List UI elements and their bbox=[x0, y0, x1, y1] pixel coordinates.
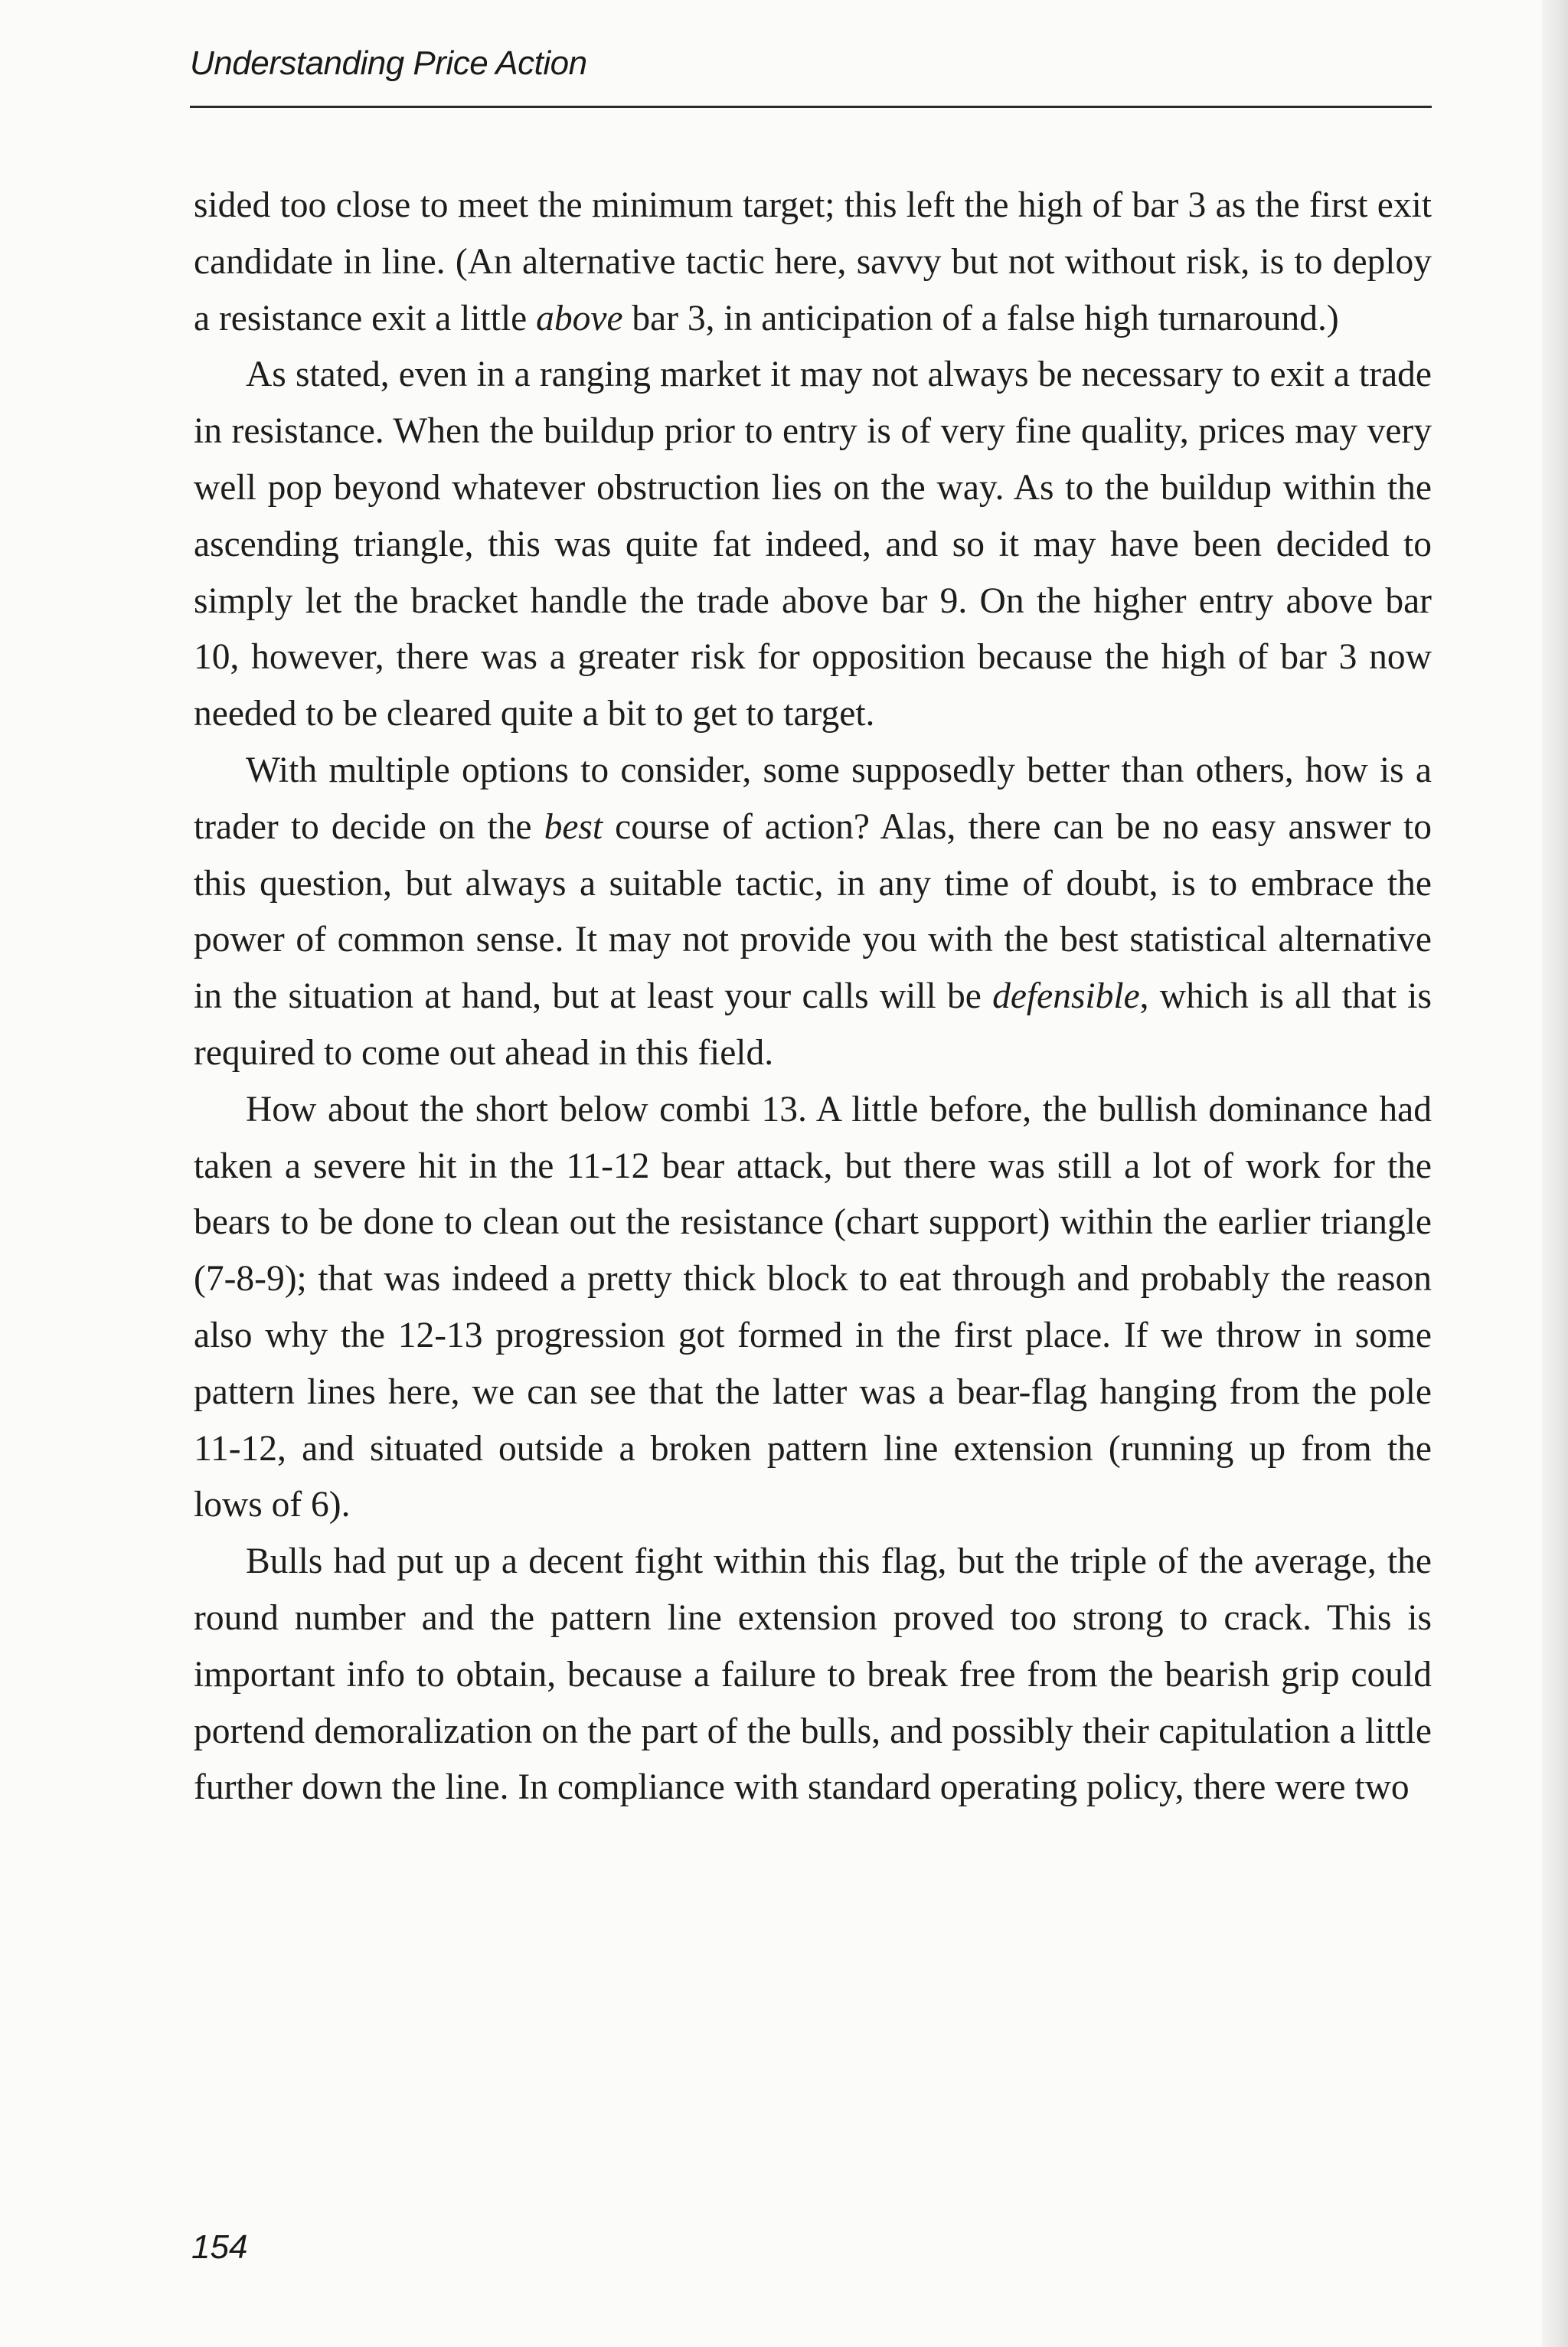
paragraph-3-text-b: course of action? Alas, there can be no easy answer to this question, but always a suitable tactic, in any time of doubt, is to embrace the power of common sense. It may not provide you with the best statistical alternative in the situation at hand, but at least your calls will be bbox=[194, 806, 1432, 1017]
paragraph-1 bbox=[194, 178, 1432, 347]
body-text bbox=[194, 178, 1432, 1816]
running-head: Understanding Price Action bbox=[190, 44, 587, 82]
paragraph-1-text-b: bar 3, in anticipation of a false high turnaround.) bbox=[622, 298, 1339, 338]
paragraph-3 bbox=[194, 743, 1432, 1082]
emphasis-above: above bbox=[536, 298, 623, 338]
page-edge-shadow bbox=[1542, 0, 1568, 2347]
paragraph-2: As stated, even in a ranging market it may not always be necessary to exit a trade in resistance. When the buildup prior to entry is of very fine quality, prices may very well pop beyond whatever obstruction lies on the way. As to the buildup within the ascending triangle, this was quite fat indeed, and so it may have been decided to simply let the bracket handle the trade above bar 9. On the higher entry above bar 10, however, there was a greater risk for opposition because the high of bar 3 now needed to be cleared quite a bit to get to target. bbox=[194, 355, 1432, 734]
header-rule bbox=[190, 106, 1432, 108]
paragraph-3-text-c: , which is all that is required to come out ahead in this field. bbox=[194, 976, 1432, 1073]
paragraph-5: Bulls had put up a decent fight within this flag, but the triple of the average, the round number and the pattern line extension proved too strong to crack. This is important info to obtain, because a failure to break free from the bearish grip could portend demoralization on the part of the bulls, and possibly their capitulation a little further down the line. In compliance with standard operating policy, there were two bbox=[194, 1541, 1432, 1808]
paragraph-1-text-a: sided too close to meet the minimum target; this left the high of bar 3 as the first exit candidate in line. (An alternative tactic here, savvy but not without risk, is to deploy a resistance exit a little bbox=[194, 185, 1432, 338]
paragraph-4: How about the short below combi 13. A little before, the bullish dominance had taken a severe hit in the 11-12 bear attack, but there was still a lot of work for the bears to be done to clean out the resistance (chart support) within the earlier triangle (7-8-9); that was indeed a pretty thick block to eat through and probably the reason also why the 12-13 progression got formed in the first place. If we throw in some pattern lines here, we can see that the latter was a bear-flag hanging from the pole 11-12, and situated outside a broken pattern line extension (running up from the lows of 6). bbox=[194, 1089, 1432, 1525]
emphasis-best: best bbox=[544, 806, 603, 847]
paragraph-3-text-a: With multiple options to consider, some supposedly better than others, how is a trader to decide on the bbox=[194, 750, 1432, 847]
emphasis-defensible: defensible bbox=[992, 976, 1140, 1017]
page-number: 154 bbox=[191, 2228, 248, 2266]
